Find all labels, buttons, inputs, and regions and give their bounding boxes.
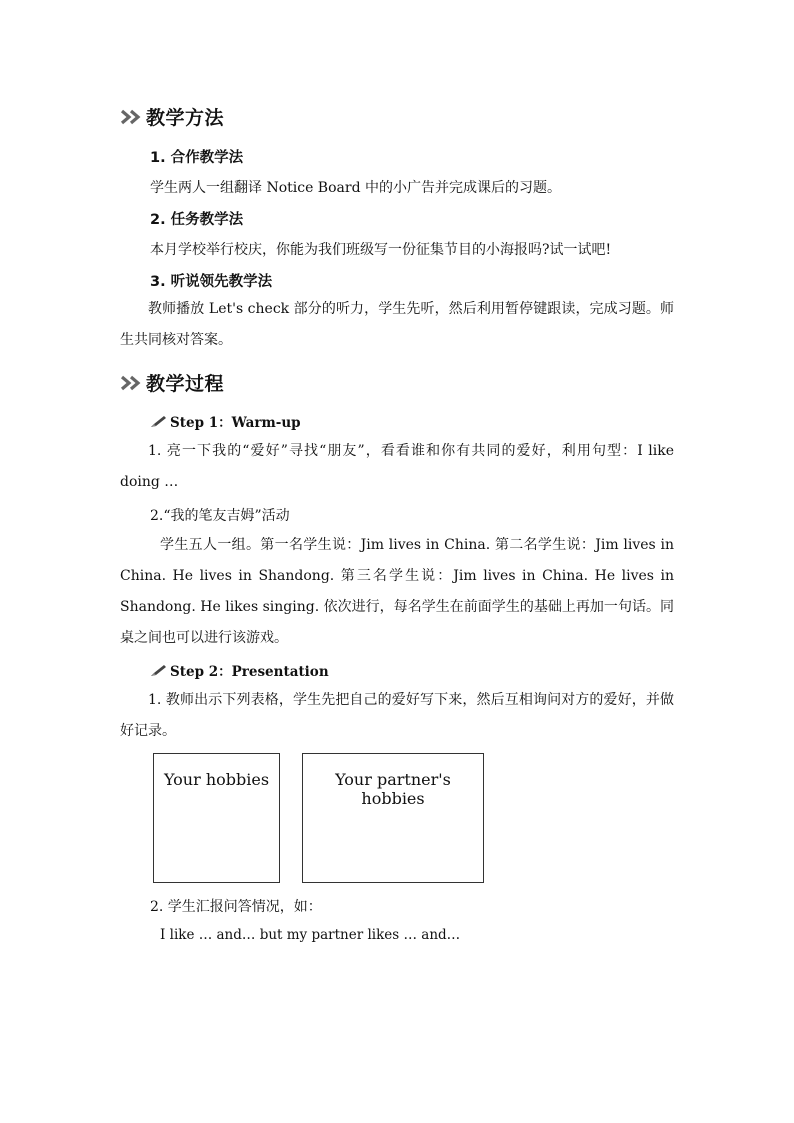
method-heading-3: 3. 听说领先教学法: [150, 274, 273, 290]
section-title: 教学方法: [146, 107, 225, 129]
step-1-paragraph-1: 1. 亮一下我的“爱好”寻找“朋友”，看看谁和你有共同的爱好，利用句型：I like doing …: [120, 443, 674, 490]
step-1-paragraph-2: 2.“我的笔友吉姆”活动: [150, 508, 290, 524]
step-2-paragraph-2: 2. 学生汇报问答情况，如：: [150, 899, 322, 915]
hobbies-box-right: Your partner's hobbies: [302, 753, 484, 883]
step-1-paragraph-3: 学生五人一组。第一名学生说：Jim lives in China. 第二名学生说：Jim lives in China. He lives in Shandong. 第三名学生说：Jim lives in China. He lives in Shandong. He likes singing. 依次进行，每名学生在前面学生的基础上再加一句话。同桌之间也可以进行该游戏。: [120, 537, 674, 646]
step-2-label: Step 2：Presentation: [150, 660, 329, 680]
section-heading-process: [120, 369, 224, 396]
step-1-label: Step 1：Warm-up: [150, 411, 301, 431]
step-2-paragraph-1: 1. 教师出示下列表格，学生先把自己的爱好写下来，然后互相询问对方的爱好，并做好记录。: [120, 692, 674, 739]
pen-icon: [150, 664, 167, 677]
double-chevron-icon: [120, 375, 144, 391]
step-2-example: I like … and… but my partner likes … and…: [160, 927, 461, 943]
pen-icon: [150, 415, 167, 428]
method-heading-1: 1. 合作教学法: [150, 150, 244, 166]
method-heading-2: 2. 任务教学法: [150, 212, 244, 228]
section-title: 教学过程: [146, 373, 225, 395]
hobbies-box-left: Your hobbies: [153, 753, 280, 883]
double-chevron-icon: [120, 109, 144, 125]
method-text-1: 学生两人一组翻译 Notice Board 中的小广告并完成课后的习题。: [150, 180, 561, 196]
section-heading-methods: [120, 103, 224, 130]
method-text-3: 教师播放 Let's check 部分的听力，学生先听，然后利用暂停键跟读，完成习题。师生共同核对答案。: [120, 301, 674, 348]
method-text-2: 本月学校举行校庆，你能为我们班级写一份征集节目的小海报吗?试一试吧!: [150, 242, 612, 258]
